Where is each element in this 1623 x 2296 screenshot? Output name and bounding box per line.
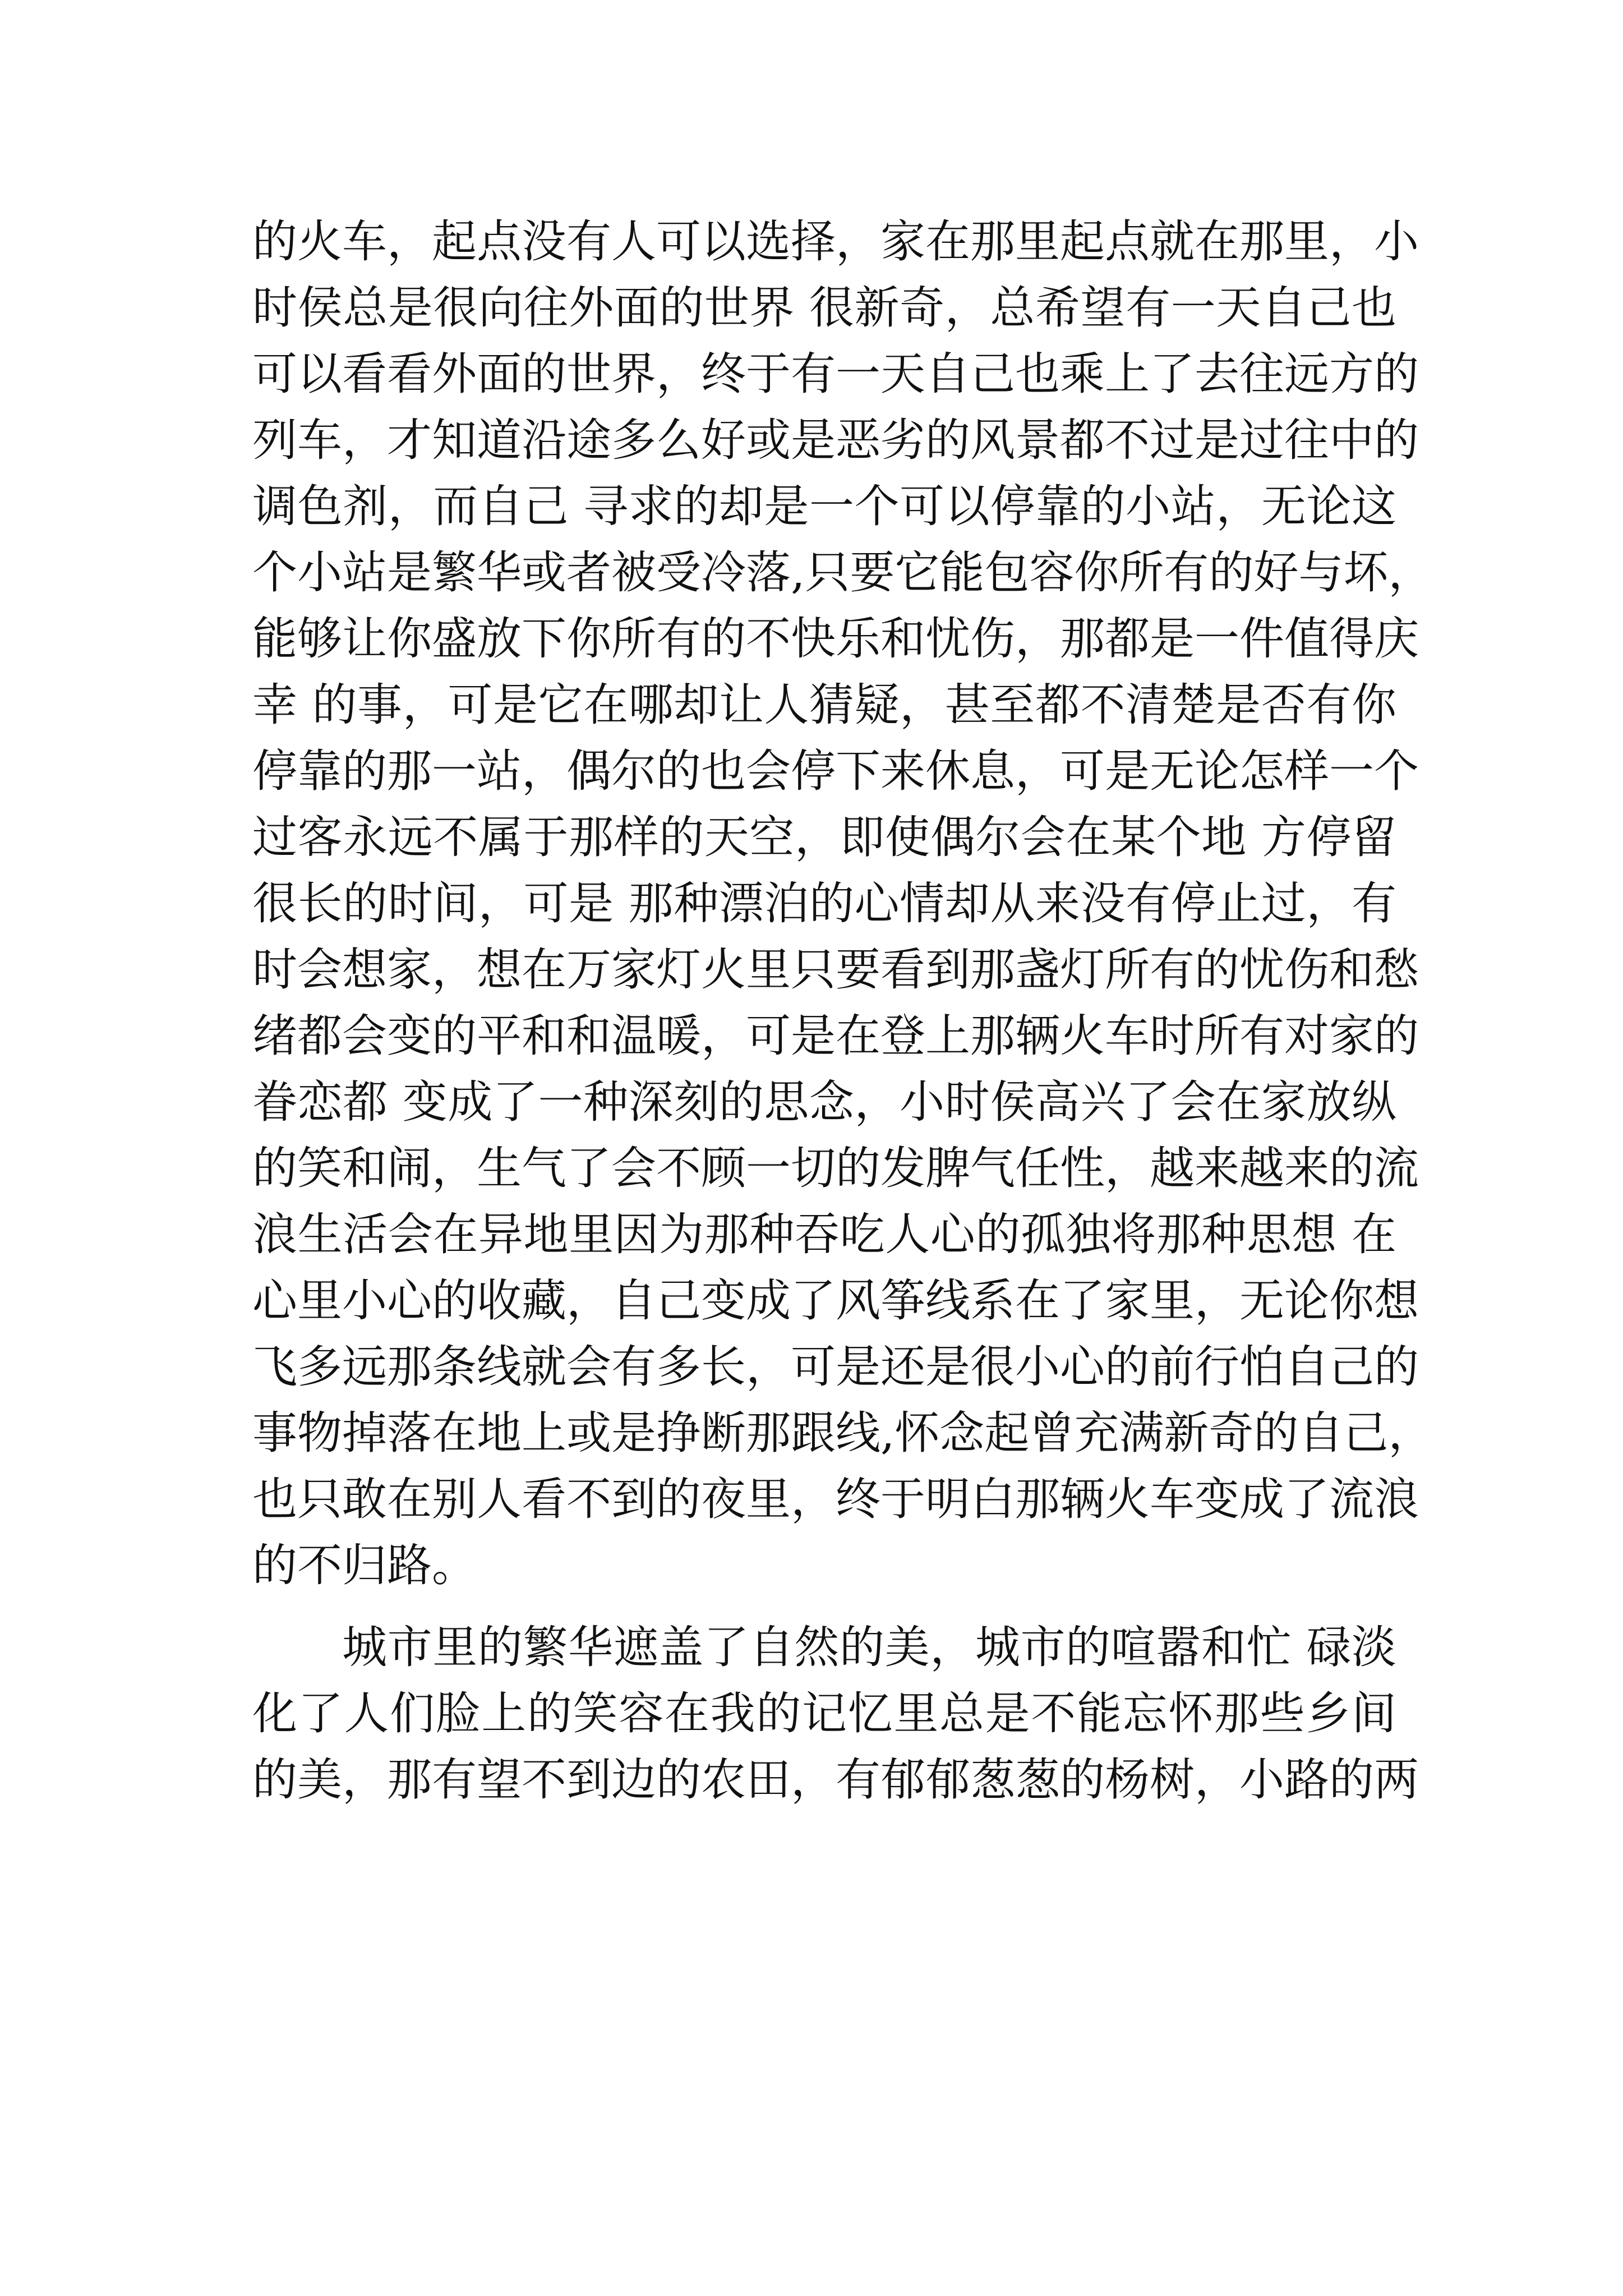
text-line: 心里小心的收藏，自己变成了风筝线系在了家里，无论你想	[252, 1274, 1419, 1327]
text-line: 浪生活会在异地里因为那种吞吃人心的孤独将那种思想 在	[252, 1208, 1396, 1260]
paragraph-2	[252, 1614, 1419, 1813]
paragraph-1	[252, 209, 1433, 1599]
paragraph-gap	[252, 1599, 1396, 1614]
text-line: 的笑和闹，生气了会不顾一切的发脾气任性，越来越来的流	[252, 1142, 1419, 1194]
text-line: 事物掉落在地上或是挣断那跟线,怀念起曾充满新奇的自己，	[252, 1407, 1433, 1459]
text-line: 的火车，起点没有人可以选择，家在那里起点就在那里，小	[252, 215, 1419, 268]
text-line: 调色剂，而自己 寻求的却是一个可以停靠的小站，无论这	[252, 480, 1396, 532]
text-line: 幸 的事，可是它在哪却让人猜疑，甚至都不清楚是否有你	[252, 679, 1396, 731]
text-line: 停靠的那一站，偶尔的也会停下来休息，可是无论怎样一个	[252, 745, 1419, 797]
text-line: 过客永远不属于那样的天空，即使偶尔会在某个地 方停留	[252, 811, 1396, 863]
text-line: 列车，才知道沿途多么好或是恶劣的风景都不过是过往中的	[252, 414, 1419, 466]
text-line: 时侯总是很向往外面的世界 很新奇，总希望有一天自己也	[252, 282, 1396, 334]
text-line: 也只敢在别人看不到的夜里，终于明白那辆火车变成了流浪	[252, 1473, 1419, 1525]
text-line: 的美，那有望不到边的农田，有郁郁葱葱的杨树，小路的两	[252, 1754, 1419, 1806]
text-line: 城市里的繁华遮盖了自然的美，城市的喧嚣和忙 碌淡	[342, 1621, 1396, 1673]
text-line: 很长的时间，可是 那种漂泊的心情却从来没有停止过，有	[252, 877, 1396, 930]
body-text	[252, 209, 1433, 1813]
text-line: 化了人们脸上的笑容在我的记忆里总是不能忘怀那些乡间	[252, 1687, 1396, 1740]
text-line: 眷恋都 变成了一种深刻的思念，小时侯高兴了会在家放纵	[252, 1076, 1396, 1128]
text-line: 时会想家，想在万家灯火里只要看到那盏灯所有的忧伤和愁	[252, 944, 1419, 996]
text-line: 可以看看外面的世界，终于有一天自己也乘上了去往远方的	[252, 348, 1419, 400]
text-line: 绪都会变的平和和温暖，可是在登上那辆火车时所有对家的	[252, 1010, 1419, 1062]
text-line: 的不归路。	[252, 1539, 477, 1591]
text-line: 个小站是繁华或者被受冷落,只要它能包容你所有的好与坏，	[252, 546, 1433, 599]
text-line: 能够让你盛放下你所有的不快乐和忧伤，那都是一件值得庆	[252, 613, 1419, 665]
text-line: 飞多远那条线就会有多长，可是还是很小心的前行怕自己的	[252, 1341, 1419, 1393]
